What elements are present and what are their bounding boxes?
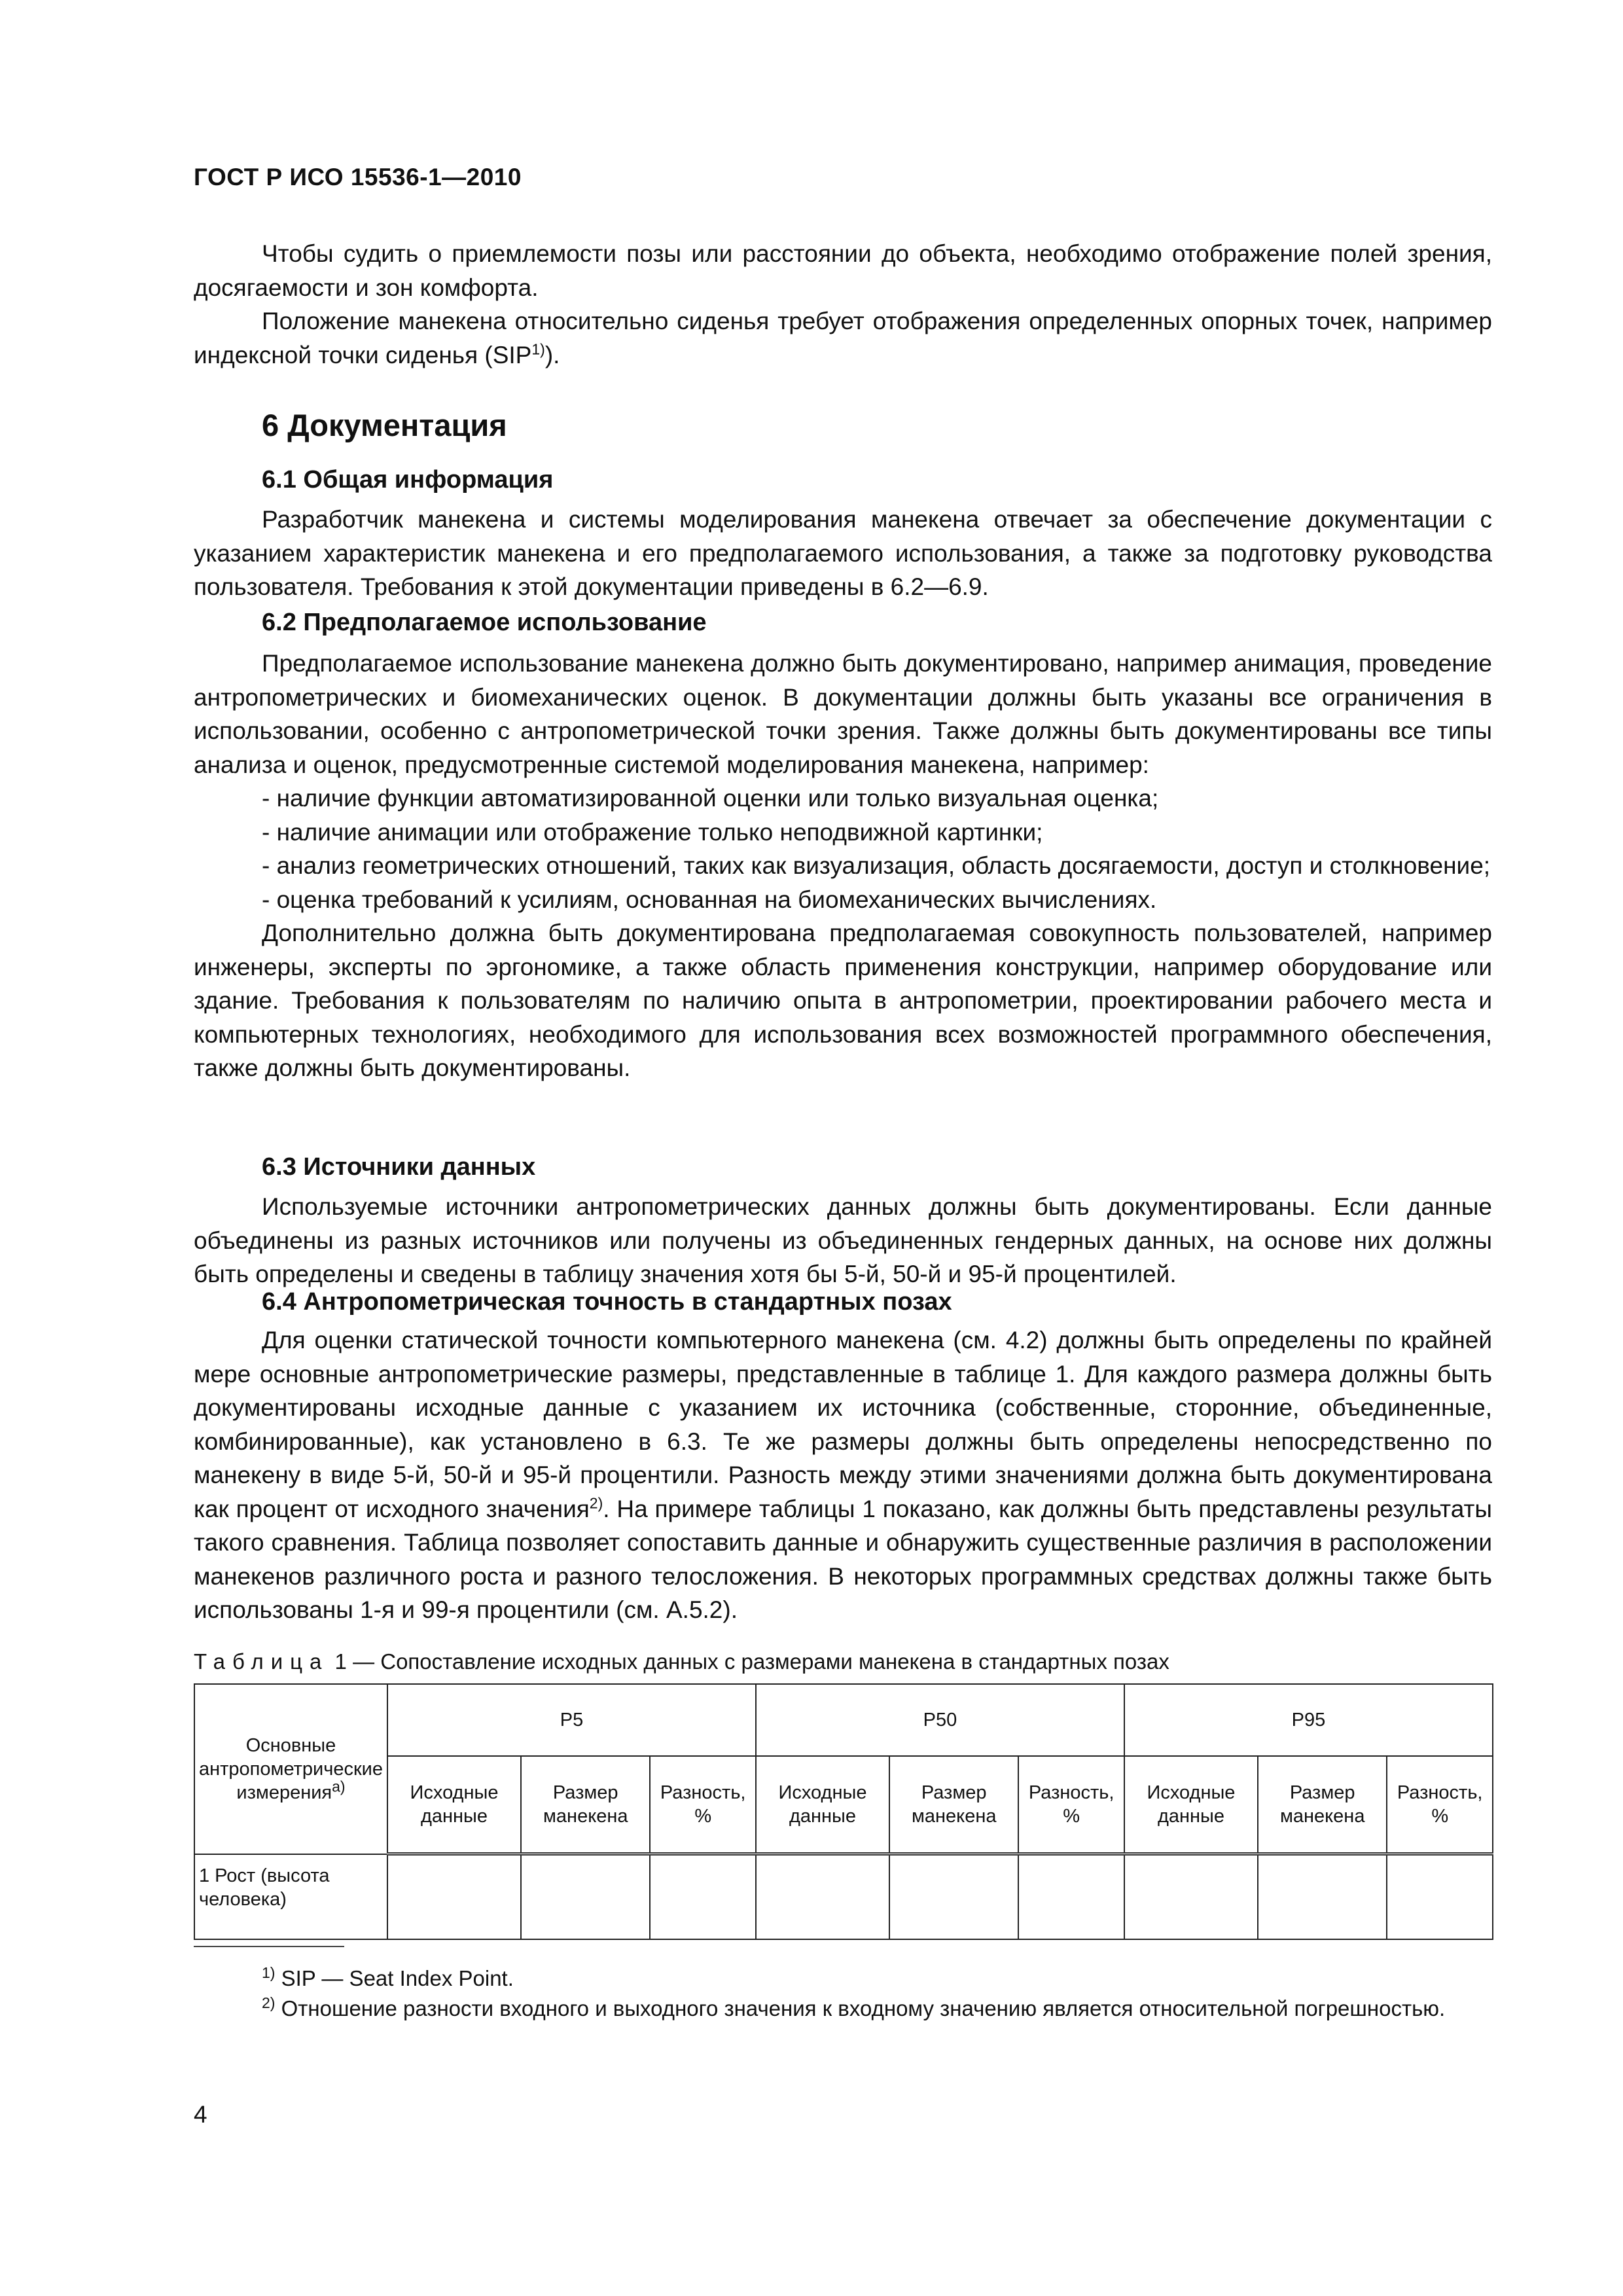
table-cell [1018,1854,1124,1939]
table-cell [650,1854,756,1939]
subheader-manikin-size: Размер манекена [1258,1756,1387,1854]
section-6-4-title: 6.4 Антропометрическая точность в стандартных позах [262,1288,952,1316]
intro-paragraph-2: Положение манекена относительно сиденья требует отображения определенных опорных точек, например индексной точки сиденья (SIP$^{1)}$). [194,308,1492,368]
section-6-title: 6 Документация [262,408,507,442]
table-cell [387,1854,521,1939]
table-row [194,1854,1493,1939]
group-header-p95: P95 [1124,1684,1493,1756]
subheader-source-data: Исходные данные [756,1756,889,1854]
section-6-2-paragraph-1: Предполагаемое использование манекена должно быть документировано, например анимация, проведение антропометрических и биомеханических оценок. В документации должны быть указаны все ограничения в использовании, особенно с антропометрической точки зрения. Также должны быть документированы все типы анализа и оценок, предусмотренные системой моделирования манекена, например: [194,650,1492,778]
footnotes [194,1964,1492,2024]
table-cell [521,1854,650,1939]
list-item: - наличие функции автоматизированной оценки или только визуальная оценка; [262,785,1159,812]
section-6-4-body [194,1323,1492,1627]
table-header-row [194,1684,1493,1756]
footnote-divider [194,1946,344,1947]
subheader-difference: Разность, % [650,1756,756,1854]
row-label: 1 Рост (высота человека) [194,1854,387,1939]
table-cell [889,1854,1018,1939]
subheader-source-data: Исходные данные [1124,1756,1258,1854]
footnote-2: $^{2)}$ Отношение разности входного и выходного значения к входному значению является относительной погрешностью. [262,1994,1446,2020]
first-column-header: Основные антропометрические измерения$^{а)}$ [194,1684,387,1854]
table-cell [1387,1854,1493,1939]
list-item: - оценка требований к усилиям, основанная на биомеханических вычислениях. [262,886,1157,913]
group-header-p5: P5 [387,1684,756,1756]
subheader-difference: Разность, % [1387,1756,1493,1854]
table-cell [756,1854,889,1939]
group-header-p50: P50 [756,1684,1124,1756]
section-6-1-body [194,503,1492,604]
page-number: 4 [194,2101,207,2128]
section-6-2-body [194,647,1492,1085]
section-6-1-paragraph: Разработчик манекена и системы моделирования манекена отвечает за обеспечение документации с указанием характеристик манекена и его предполагаемого использования, а также за подготовку руководства пользователя. Требования к этой документации приведены в 6.2—6.9. [194,506,1492,600]
section-6-3-paragraph: Используемые источники антропометрических данных должны быть документированы. Если данные объединены из разных источников или получены из объединенных гендерных данных, на основе них должны быть определены и сведены в таблицу значения хотя бы 5-й, 50-й и 95-й процентилей. [194,1193,1492,1287]
section-6-3-title: 6.3 Источники данных [262,1153,536,1181]
list-item: - анализ геометрических отношений, таких как визуализация, область досягаемости, доступ и столкновение; [262,852,1491,879]
section-6-1-title: 6.1 Общая информация [262,466,554,493]
section-6-4-paragraph: Для оценки статической точности компьютерного манекена (см. 4.2) должны быть определены по крайней мере основные антропометрические размеры, представленные в таблице 1. Для каждого размера должны быть документированы исходные данные с указанием их источника (собственные, сторонние, объединенные, комбинированные), как установлено в 6.3. Те же размеры должны быть определены непосредственно по манекену в виде 5-й, 50-й и 95-й процентили. Разность между этими значениями должна быть документирована как процент от исходного значения$^{2)}$. На примере таблицы 1 показано, как должны быть представлены результаты такого сравнения. Таблица позволяет сопоставить данные и обнаружить существенные различия в расположении манекенов различного роста и разного телосложения. В некоторых программных средствах должны также быть использованы 1-я и 99-я процентили (см. А.5.2). [194,1327,1492,1623]
section-6-2-paragraph-2: Дополнительно должна быть документирована предполагаемая совокупность пользователей, например инженеры, эксперты по эргономике, а также область применения конструкции, например оборудование или здание. Требования к пользователям по наличию опыта в антропометрии, проектировании рабочего места и компьютерных технологиях, необходимого для использования всех возможностей программного обеспечения, также должны быть документированы. [194,920,1492,1081]
table-cell [1124,1854,1258,1939]
footnote-ref-2[interactable]: 2) [589,1494,603,1512]
subheader-manikin-size: Размер манекена [521,1756,650,1854]
intro-block [194,237,1492,372]
intro-paragraph-1: Чтобы судить о приемлемости позы или расстоянии до объекта, необходимо отображение полей зрения, досягаемости и зон комфорта. [194,240,1492,301]
footnote-ref-1[interactable]: 1) [531,340,545,358]
subheader-manikin-size: Размер манекена [889,1756,1018,1854]
comparison-table [194,1683,1493,1940]
section-6-3-body [194,1190,1492,1291]
table-subheader-row [194,1756,1493,1854]
subheader-source-data: Исходные данные [387,1756,521,1854]
list-item: - наличие анимации или отображение только неподвижной картинки; [262,818,1043,846]
table-cell [1258,1854,1387,1939]
section-6-2-title: 6.2 Предполагаемое использование [262,609,707,636]
subheader-difference: Разность, % [1018,1756,1124,1854]
footnote-1: $^{1)}$ SIP — Seat Index Point. [262,1964,514,1990]
table-caption: Таблица 1 — Сопоставление исходных данных с размерами манекена в стандартных позах [194,1649,1169,1674]
document-code-header: ГОСТ Р ИСО 15536-1—2010 [194,164,522,190]
